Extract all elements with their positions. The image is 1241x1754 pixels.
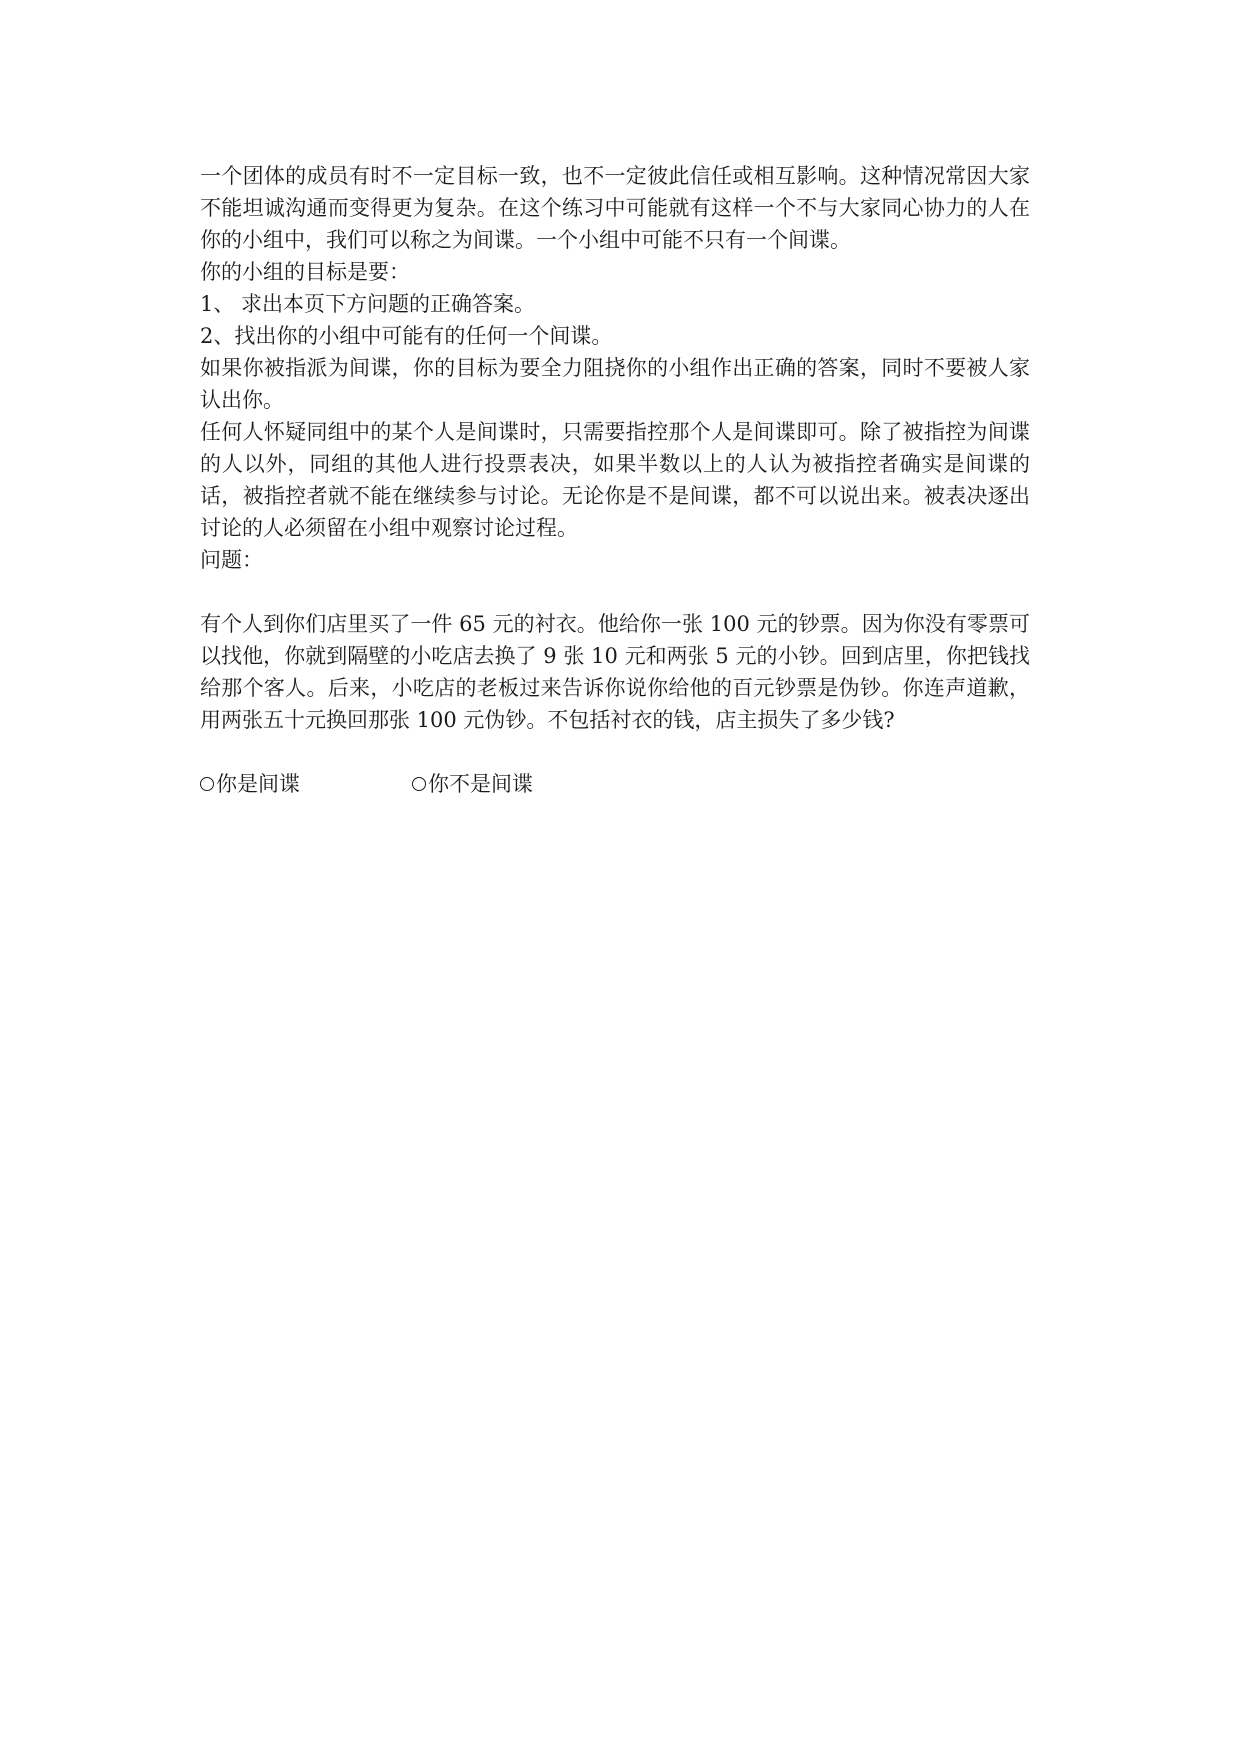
circle-icon[interactable] <box>200 777 214 791</box>
option-you-are-spy[interactable] <box>200 768 300 800</box>
role-options <box>200 768 1030 800</box>
circle-icon[interactable] <box>412 777 426 791</box>
blank-line <box>200 576 1030 608</box>
spy-instruction-paragraph: 如果你被指派为间谍，你的目标为要全力阻挠你的小组作出正确的答案，同时不要被人家认出你。 <box>200 356 1030 412</box>
goal-heading: 你的小组的目标是要： <box>200 260 410 284</box>
option-you-are-not-spy[interactable] <box>412 768 533 800</box>
goal-item-2: 2、找出你的小组中可能有的任何一个间谍。 <box>200 324 613 348</box>
document-page <box>200 160 1030 800</box>
question-heading: 问题： <box>200 548 263 572</box>
question-paragraph: 有个人到你们店里买了一件 65 元的衬衣。他给你一张 100 元的钞票。因为你没有零票可以找他，你就到隔壁的小吃店去换了 9 张 10 元和两张 5 元的小钞。回到店里，你把钱找给那个客人。后来，小吃店的老板过来告诉你说你给他的百元钞票是伪钞。你连声道歉，用两张五十元换回那张 100 元伪钞。不包括衬衣的钱，店主损失了多少钱? <box>200 612 1030 732</box>
accusation-rule-paragraph: 任何人怀疑同组中的某个人是间谍时，只需要指控那个人是间谍即可。除了被指控为间谍的人以外，同组的其他人进行投票表决，如果半数以上的人认为被指控者确实是间谍的话，被指控者就不能在继续参与讨论。无论你是不是间谍，都不可以说出来。被表决逐出讨论的人必须留在小组中观察讨论过程。 <box>200 420 1030 540</box>
goal-item-1: 1、 求出本页下方问题的正确答案。 <box>200 292 536 316</box>
option-label: 你不是间谍 <box>428 772 533 796</box>
intro-paragraph: 一个团体的成员有时不一定目标一致，也不一定彼此信任或相互影响。这种情况常因大家不能坦诚沟通而变得更为复杂。在这个练习中可能就有这样一个不与大家同心协力的人在你的小组中，我们可以称之为间谍。一个小组中可能不只有一个间谍。 <box>200 164 1030 252</box>
option-label: 你是间谍 <box>216 772 300 796</box>
